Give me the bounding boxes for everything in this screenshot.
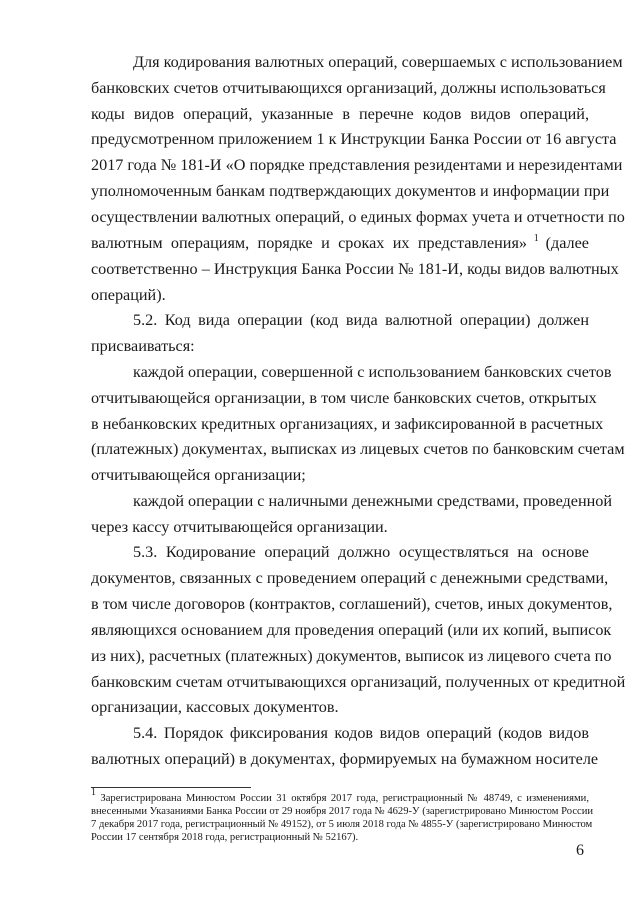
page-number: 6 <box>576 842 584 859</box>
text-line: соответственно – Инструкция Банка России № 181-И, коды видов валютных <box>91 260 619 278</box>
text-line: организации, кассовых документов. <box>91 698 339 716</box>
text-line: каждой операции, совершенной с использованием банковских счетов <box>133 363 612 381</box>
footnote-marker: 1 <box>91 787 96 799</box>
footnote-separator <box>91 787 251 788</box>
footnote-reference[interactable] <box>534 233 539 253</box>
footnote-line: внесенными Указаниями Банка России от 29 ноября 2017 года № 4629-У (зарегистрировано Минюстом России <box>91 806 594 817</box>
text-line: отчитывающейся организации; <box>91 466 306 484</box>
text-line: документов, связанных с проведением операций с денежными средствами, <box>91 569 609 587</box>
footnote-line: России 17 сентября 2018 года, регистрационный № 52167). <box>91 832 359 843</box>
footnote-line: 7 декабря 2017 года, регистрационный № 49152), от 5 июля 2018 года № 4855-У (зарегистрировано Минюстом <box>91 819 593 830</box>
text-line: банковским счетам отчитывающихся организаций, полученных от кредитной <box>91 673 626 691</box>
text-line: каждой операции с наличными денежными средствами, проведенной <box>133 492 613 510</box>
text-line: 5.3. Кодирование операций должно осуществляться на основе <box>133 543 589 561</box>
text-line: 5.2. Код вида операции (код вида валютной операции) должен <box>133 311 589 329</box>
text-line: в небанковских кредитных организациях, и зафиксированной в расчетных <box>91 415 604 433</box>
text-line: (платежных) документах, выписках из лицевых счетов по банковским счетам <box>91 440 625 458</box>
footnote-line <box>91 787 589 805</box>
text-fragment: (далее <box>545 234 589 252</box>
text-line: Для кодирования валютных операций, совершаемых с использованием <box>133 53 623 71</box>
text-line: операций). <box>91 286 166 304</box>
text-line: 5.4. Порядок фиксирования кодов видов операций (кодов видов <box>133 724 589 742</box>
footnote-text: Зарегистрирована Минюстом России 31 октября 2017 года, регистрационный № 48749, с изменениями, <box>100 793 589 804</box>
text-line: осуществлении валютных операций, о единых формах учета и отчетности по <box>91 208 625 226</box>
text-line: уполномоченным банкам подтверждающих документов и информации при <box>91 182 610 200</box>
text-line: валютных операций) в документах, формируемых на бумажном носителе <box>91 750 599 768</box>
text-line: присваиваться: <box>91 337 195 355</box>
text-line: валютным операциям, порядке и сроках их представления» <box>91 234 527 252</box>
text-line-with-footnote <box>91 233 589 253</box>
text-line: в том числе договоров (контрактов, соглашений), счетов, иных документов, <box>91 595 613 613</box>
text-line: из них), расчетных (платежных) документов, выписок из лицевого счета по <box>91 647 612 665</box>
text-line: 2017 года № 181-И «О порядке представления резидентами и нерезидентами <box>91 156 623 174</box>
text-line: предусмотренном приложением 1 к Инструкции Банка России от 16 августа <box>91 130 617 148</box>
text-line: являющихся основанием для проведения операций (или их копий, выписок <box>91 621 612 639</box>
text-line: отчитывающейся организации, в том числе банковских счетов, открытых <box>91 389 597 407</box>
footnote-marker: 1 <box>533 232 539 244</box>
text-line: коды видов операций, указанные в перечне кодов видов операций, <box>91 105 589 123</box>
text-line: через кассу отчитывающейся организации. <box>91 518 388 536</box>
text-line: банковских счетов отчитывающихся организаций, должны использоваться <box>91 79 606 97</box>
